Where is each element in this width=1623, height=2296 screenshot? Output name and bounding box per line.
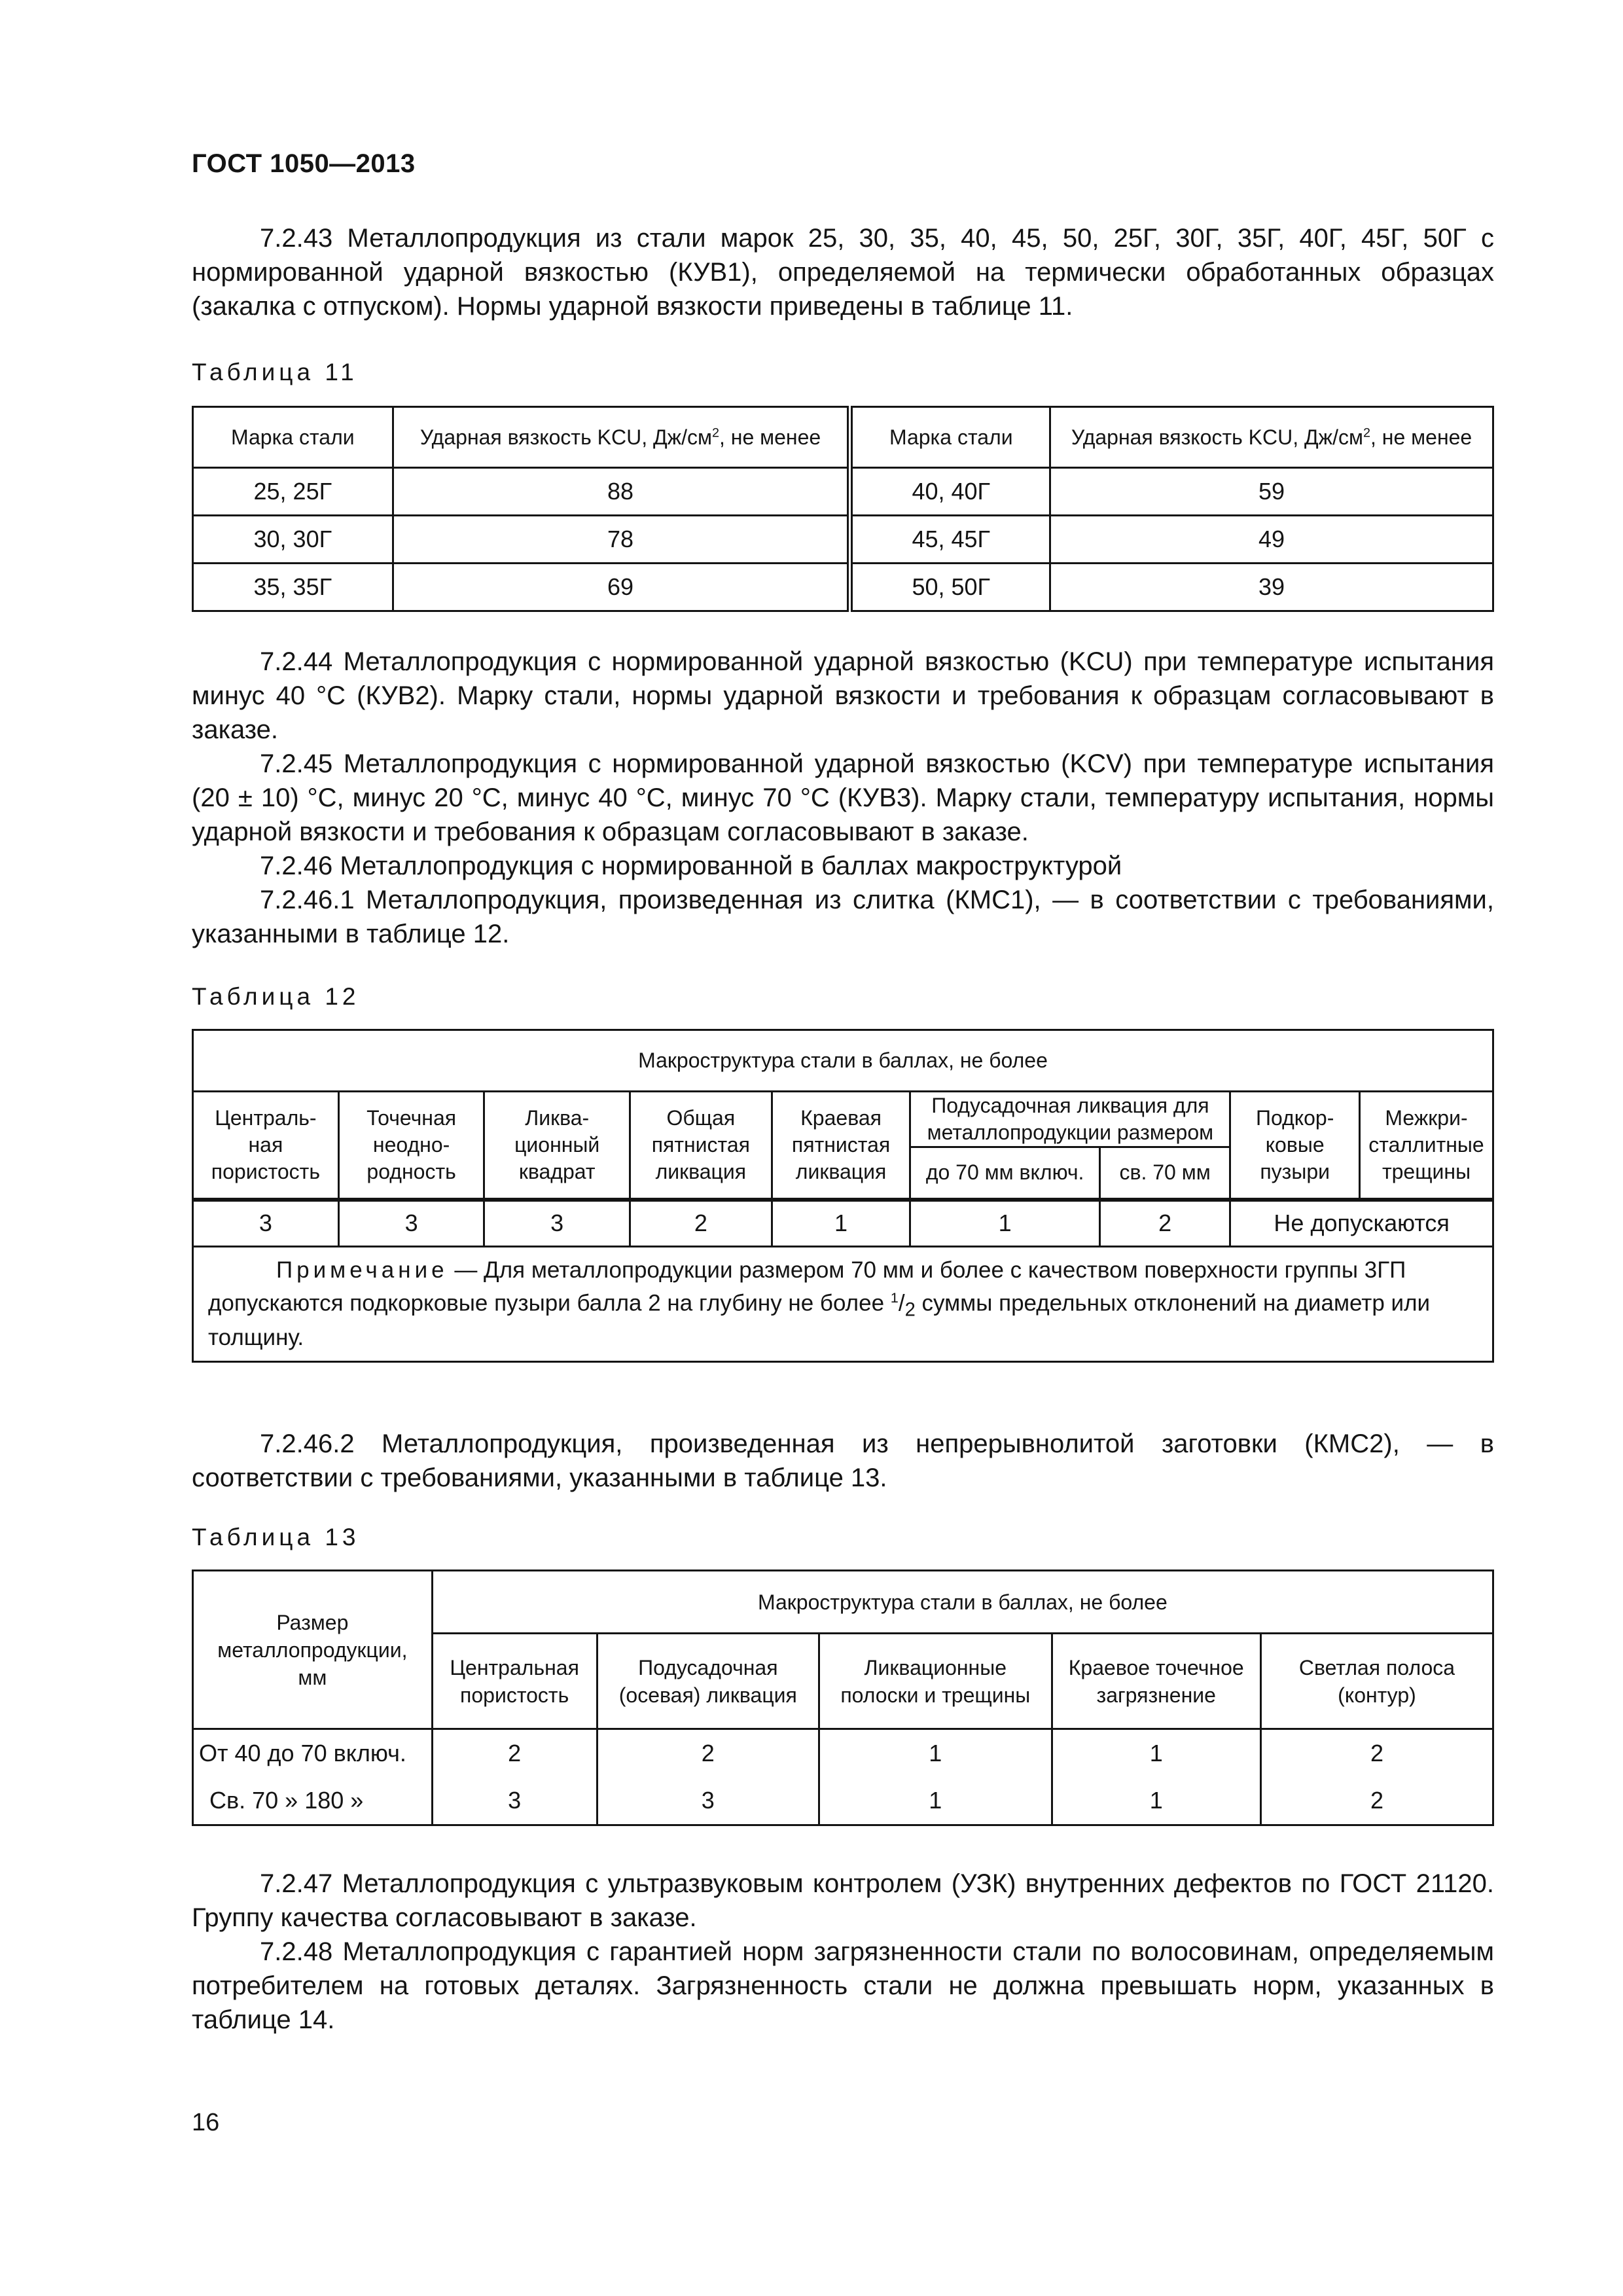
table-note-row xyxy=(193,1247,1493,1362)
header-edge-spotty-segregation: Краевая пятнистая ликвация xyxy=(772,1092,910,1200)
header-subcortical-bubbles: Подкор- ковые пузыри xyxy=(1230,1092,1360,1200)
table-row xyxy=(193,1777,1493,1825)
table-header-row xyxy=(193,1030,1493,1092)
table-cell: Св. 70 » 180 » xyxy=(193,1777,433,1825)
table-cell: 78 xyxy=(393,516,850,564)
table-row xyxy=(193,564,1493,611)
table-row xyxy=(193,1200,1493,1247)
table-cell: 30, 30Г xyxy=(193,516,393,564)
header-segregation-stripes: Ликвационные полоски и трещины xyxy=(819,1634,1052,1729)
table-cell: 1 xyxy=(772,1200,910,1247)
table-13 xyxy=(192,1570,1494,1826)
paragraph-7-2-44: 7.2.44 Металлопродукция с нормированной ударной вязкостью (KCU) при температуре испытания минус 40 °С (КУВ2). Марку стали, нормы ударной вязкости и требования к образцам согласовывают в заказе. xyxy=(192,647,1494,744)
header-grade: Марка стали xyxy=(193,407,393,468)
table-cell: 2 xyxy=(597,1729,819,1778)
table-cell: 3 xyxy=(193,1200,339,1247)
table-row xyxy=(193,1729,1493,1778)
header-intercrystalline-cracks: Межкри- сталлитные трещины xyxy=(1360,1092,1493,1200)
table-12 xyxy=(192,1029,1494,1363)
table-header-row xyxy=(193,1571,1493,1634)
table-12-caption: Таблица 12 xyxy=(192,983,360,1010)
table-cell: 2 xyxy=(1260,1729,1493,1778)
table-header-row xyxy=(193,407,1493,468)
header-axial-segregation: Подусадочная (осевая) ликвация xyxy=(597,1634,819,1729)
table-cell: 50, 50Г xyxy=(850,564,1050,611)
table-cell: 2 xyxy=(432,1729,597,1778)
table-cell: 3 xyxy=(432,1777,597,1825)
header-kcu: Ударная вязкость KCU, $Дж/см^2$, не менее xyxy=(1050,407,1493,468)
table-cell: 3 xyxy=(597,1777,819,1825)
header-subsidence-segregation: Подусадочная ликвация для металлопродукции размером xyxy=(910,1092,1230,1147)
table-cell: 49 xyxy=(1050,516,1493,564)
header-over-70mm: св. 70 мм xyxy=(1099,1147,1230,1200)
header-edge-point-contamination: Краевое точечное загрязнение xyxy=(1052,1634,1260,1729)
table-cell: 40, 40Г xyxy=(850,468,1050,516)
paragraph-7-2-47: 7.2.47 Металлопродукция с ультразвуковым контролем (УЗК) внутренних дефектов по ГОСТ 21120. Группу качества согласовывают в заказе. xyxy=(192,1869,1494,1932)
paragraph-7-2-48: 7.2.48 Металлопродукция с гарантией норм загрязненности стали по волосовинам, определяемым потребителем на готовых деталях. Загрязненность стали не должна превышать норм, указанных в таблице 14. xyxy=(192,1937,1494,2034)
header-up-to-70mm: до 70 мм включ. xyxy=(910,1147,1099,1200)
table-cell: 59 xyxy=(1050,468,1493,516)
table-cell: 45, 45Г xyxy=(850,516,1050,564)
header-light-band: Светлая полоса (контур) xyxy=(1260,1634,1493,1729)
table-cell: 1 xyxy=(1052,1777,1260,1825)
paragraph-7-2-46: 7.2.46 Металлопродукция с нормированной в баллах макроструктурой xyxy=(260,852,1122,880)
paragraph-7-2-46-1: 7.2.46.1 Металлопродукция, произведенная из слитка (КМС1), — в соответствии с требованиями, указанными в таблице 12. xyxy=(192,886,1494,948)
paragraph-7-2-43: 7.2.43 Металлопродукция из стали марок 25, 30, 35, 40, 45, 50, 25Г, 30Г, 35Г, 40Г, 45Г, 50Г с нормированной ударной вязкостью (КУВ1), определяемой на термически обработанных образцах (закалка с отпуском). Нормы ударной вязкости приведены в таблице 11. xyxy=(192,224,1494,321)
header-macrostructure: Макроструктура стали в баллах, не более xyxy=(432,1571,1493,1634)
table-cell: 69 xyxy=(393,564,850,611)
table-row xyxy=(193,516,1493,564)
table-cell: От 40 до 70 включ. xyxy=(193,1729,433,1778)
header-central-porosity: Централь- ная пористость xyxy=(193,1092,339,1200)
table-cell: 25, 25Г xyxy=(193,468,393,516)
header-segregation-square: Ликва- ционный квадрат xyxy=(484,1092,630,1200)
header-size: Размер металлопродукции, мм xyxy=(193,1571,433,1729)
page-number: 16 xyxy=(192,2109,220,2136)
table-cell: 2 xyxy=(1099,1200,1230,1247)
paragraph-7-2-46-2: 7.2.46.2 Металлопродукция, произведенная из непрерывнолитой заготовки (КМС2), — в соответствии с требованиями, указанными в таблице 13. xyxy=(192,1429,1494,1492)
header-kcu: Ударная вязкость KCU, $Дж/см^2$, не менее xyxy=(393,407,850,468)
table-cell: 88 xyxy=(393,468,850,516)
table-13-caption: Таблица 13 xyxy=(192,1524,360,1551)
header-central-porosity: Центральная пористость xyxy=(432,1634,597,1729)
table-cell: 3 xyxy=(338,1200,484,1247)
table-cell: 1 xyxy=(819,1729,1052,1778)
table-12-note: Примечание — Для металлопродукции размером 70 мм и более с качеством поверхности группы 3ГП допускаются подкорковые пузыри балла 2 на глубину не более $^1/_2$ суммы предельных отклонений на диаметр или толщину. xyxy=(193,1247,1493,1362)
paragraph-7-2-45: 7.2.45 Металлопродукция с нормированной ударной вязкостью (KCV) при температуре испытания (20 ± 10) °С, минус 20 °С, минус 40 °С, минус 70 °С (КУВ3). Марку стали, температуру испытания, нормы ударной вязкости и требования к образцам согласовывают в заказе. xyxy=(192,749,1494,846)
table-row xyxy=(193,468,1493,516)
document-header: ГОСТ 1050—2013 xyxy=(192,149,416,178)
table-11 xyxy=(192,406,1494,612)
table-cell: 2 xyxy=(1260,1777,1493,1825)
table-cell: 1 xyxy=(1052,1729,1260,1778)
table-header-row xyxy=(193,1092,1493,1147)
header-general-spotty-segregation: Общая пятнистая ликвация xyxy=(630,1092,772,1200)
table-cell: Не допускаются xyxy=(1230,1200,1493,1247)
table-11-caption: Таблица 11 xyxy=(192,359,358,386)
table-cell: 2 xyxy=(630,1200,772,1247)
table-cell: 39 xyxy=(1050,564,1493,611)
table-cell: 3 xyxy=(484,1200,630,1247)
table-cell: 35, 35Г xyxy=(193,564,393,611)
table-cell: 1 xyxy=(819,1777,1052,1825)
header-point-heterogeneity: Точечная неодно- родность xyxy=(338,1092,484,1200)
table-cell: 1 xyxy=(910,1200,1099,1247)
header-macrostructure: Макроструктура стали в баллах, не более xyxy=(193,1030,1493,1092)
header-grade: Марка стали xyxy=(850,407,1050,468)
